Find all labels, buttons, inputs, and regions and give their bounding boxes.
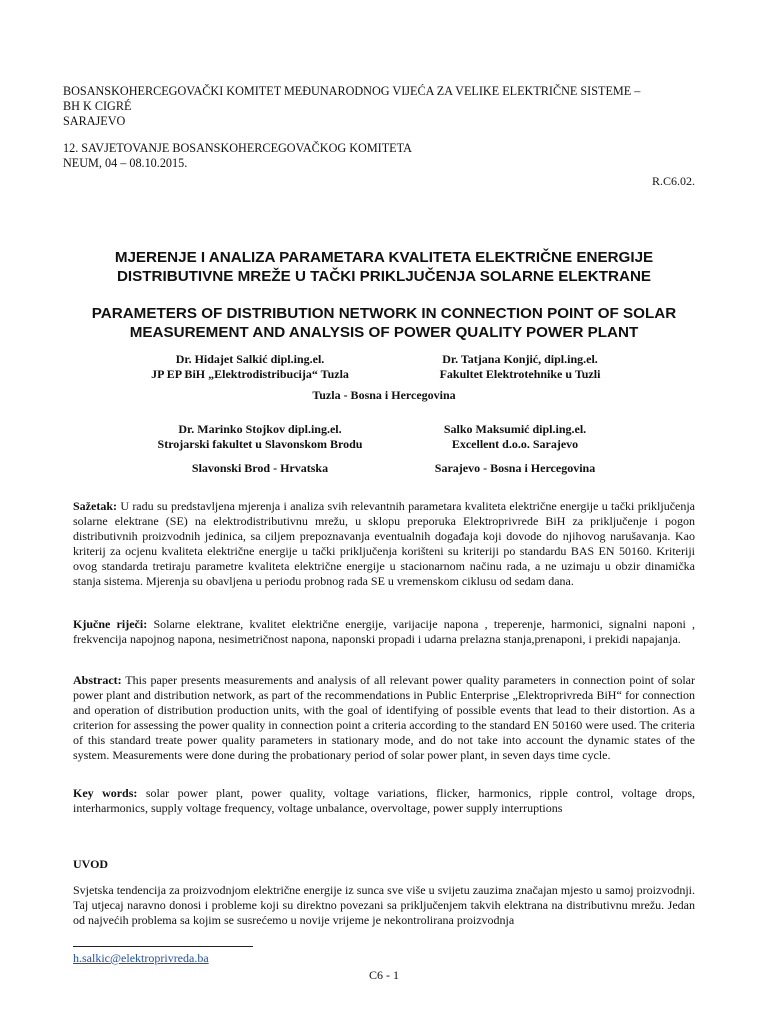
- author-1-affiliation: JP EP BiH „Elektrodistribucija“ Tuzla: [151, 367, 349, 381]
- event-line-2: NEUM, 04 – 08.10.2015.: [63, 156, 188, 170]
- title-en-line-1: PARAMETERS OF DISTRIBUTION NETWORK IN CONNECTION POINT OF SOLAR: [91, 305, 677, 322]
- abstract-paragraph: [73, 673, 695, 763]
- sazetak-label: Sažetak:: [73, 499, 117, 513]
- author-3: [130, 422, 390, 452]
- kljucne-label: Kjučne riječi:: [73, 617, 148, 631]
- author-2-name: Dr. Tatjana Konjić, dipl.ing.el.: [442, 352, 598, 366]
- kljucne-paragraph: [73, 617, 695, 647]
- keywords-paragraph: [73, 786, 695, 816]
- event-header: [63, 141, 703, 171]
- location-4: Sarajevo - Bosna i Hercegovina: [434, 461, 596, 475]
- author-4-name: Salko Maksumić dipl.ing.el.: [443, 422, 587, 436]
- org-header: [63, 84, 703, 129]
- author-3-name: Dr. Marinko Stojkov dipl.ing.el.: [178, 422, 342, 436]
- uvod-paragraph: Svjetska tendencija za proizvodnjom električne energije iz sunca sve više u svijetu zauzima značajan mjesto u samoj proizvodnji. Taj utjecaj naravno donosi i probleme koji su direktno povezani sa priključenjem takvih elektrana na distributivnu mrežu. Jedan od najvećih problema sa kojim se susrećemo u novije vrijeme je nekontrolirana proizvodnja: [73, 883, 695, 927]
- author-email-link[interactable]: h.salkic@elektroprivreda.ba: [73, 951, 209, 965]
- sazetak-paragraph: [73, 499, 695, 589]
- title-english: [60, 305, 708, 342]
- sazetak-text: U radu su predstavljena mjerenja i analiza svih relevantnih parametara kvaliteta električne energije u tački priključenja solarne elektrane (SE) na elektrodistributivnu mrežu, u sklopu preporuka Elektroprivrede BiH za priključenje i pogon distributivnih proizvodnih jedinica, sa ciljem prepoznavanja eventualnih događaja koji dovode do njihovog narušavanja. Kao kriterij za ocjenu kvaliteta električne energije u tački priključenja korišteni su kriteriji po standardu BAS EN 50160. Kriteriji ovog standarda tretiraju parametre kvaliteta električne energije u stacionarnom načinu rada, a ne uzimaju u obzir dinamička stanja sistema. Mjerenja su obavljena u periodu probnog rada SE u vremenskom ciklusu od sedam dana.: [73, 499, 696, 588]
- title-bs-line-2: DISTRIBUTIVNE MREŽE U TAČKI PRIKLJUČENJA SOLARNE ELEKTRANE: [116, 267, 652, 285]
- uvod-heading: UVOD: [73, 857, 109, 871]
- author-4-affiliation: Excellent d.o.o. Sarajevo: [451, 437, 579, 451]
- abstract-text: This paper presents measurements and analysis of all relevant power quality parameters in connection point of solar power plant and distribution network, as part of the recommendations in Public Enterprise „Elektroprivreda BiH“ for connection and operation of distribution production units, with the goal of identifying of possible events that lead to their distortion. As a criterion for assessing the power quality in connection point a criteria according to the standard EN 50160 were used. The criteria of this standard treate power quality parameters in stationary mode, and do not take into account the dynamic states of the system. Measurements were done during the probationary period of solar power plant, in seven days time cycle.: [73, 673, 695, 762]
- author-1-name: Dr. Hidajet Salkić dipl.ing.el.: [175, 352, 325, 366]
- abstract-label: Abstract:: [73, 673, 122, 687]
- kljucne-text: Solarne elektrane, kvalitet električne energije, varijacije napona , treperenje, harmonici, signalni naponi , frekvencija napojnog napona, nesimetričnost napona, naponski propadi i udarna prelazna stanja,prenaponi, i prekidi napajanja.: [73, 617, 696, 646]
- org-line-1: BOSANSKOHERCEGOVAČKI KOMITET MEĐUNARODNOG VIJEĆA ZA VELIKE ELEKTRIČNE SISTEME –: [63, 84, 641, 98]
- author-1: [130, 352, 370, 382]
- org-city: SARAJEVO: [63, 114, 126, 128]
- org-line-2: BH K CIGRÉ: [63, 99, 132, 113]
- author-2: [400, 352, 640, 382]
- paper-code: R.C6.02.: [651, 174, 695, 188]
- page-number: C6 - 1: [369, 968, 399, 982]
- title-en-line-2: MEASUREMENT AND ANALYSIS OF POWER QUALITY POWER PLANT: [129, 323, 639, 341]
- keywords-label: Key words:: [73, 786, 138, 800]
- event-line-1: 12. SAVJETOVANJE BOSANSKOHERCEGOVAČKOG KOMITETA: [63, 141, 412, 155]
- title-bs-line-1: MJERENJE I ANALIZA PARAMETARA KVALITETA ELEKTRIČNE ENERGIJE: [114, 249, 654, 266]
- author-4: [395, 422, 635, 452]
- author-2-affiliation: Fakultet Elektrotehnike u Tuzli: [439, 367, 601, 381]
- location-3: Slavonski Brod - Hrvatska: [191, 461, 329, 475]
- title-bosnian: [60, 249, 708, 286]
- keywords-text: solar power plant, power quality, voltage variations, flicker, harmonics, ripple control, voltage drops, interharmonics, supply voltage frequency, voltage unbalance, overvoltage, power supply interruptions: [73, 786, 696, 815]
- author-3-affiliation: Strojarski fakultet u Slavonskom Brodu: [157, 437, 363, 451]
- footnote-divider: [73, 946, 253, 947]
- location-1: Tuzla - Bosna i Hercegovina: [312, 388, 456, 402]
